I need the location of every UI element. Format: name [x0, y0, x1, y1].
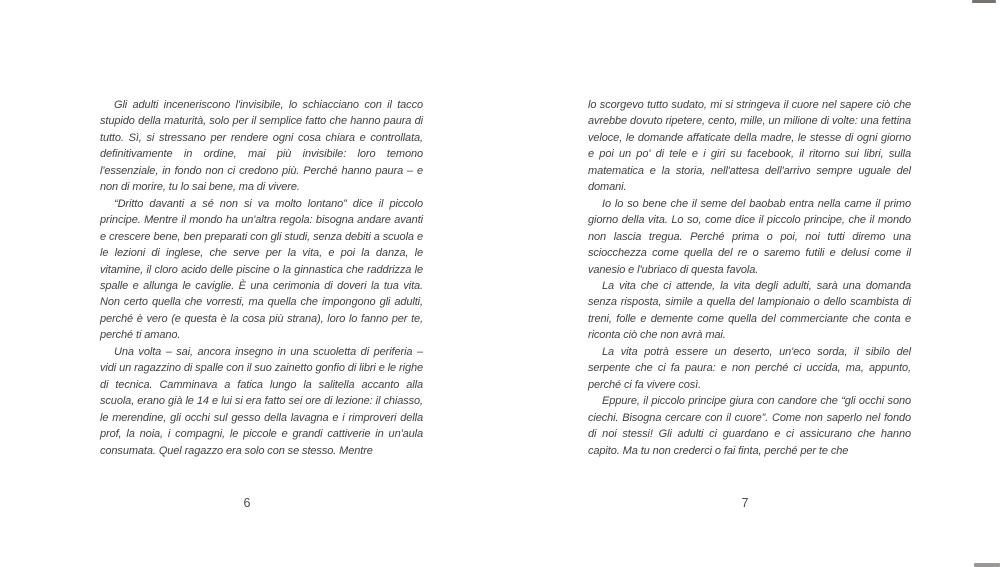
paragraph: La vita che ci attende, la vita degli adulti, sarà una domanda senza risposta, simile a quella del lampionaio o dello scambista di treni, folle e demente come quella del commerciante che conta e riconta ciò che non avrà mai. [588, 279, 911, 342]
page-number-right: 7 [741, 496, 749, 510]
scan-artifact-top [972, 0, 996, 3]
page-left-text [100, 97, 423, 459]
paragraph: “Dritto davanti a sé non si va molto lontano” dice il piccolo principe. Mentre il mondo ha un'altra regola: bisogna andare avanti e crescere bene, ben preparati con gli studi, senza debiti a scuola e le lezioni di inglese, che serve per la vita, e poi la danza, le vitamine, il cloro acido delle piscine o la ginnastica che raddrizza le spalle e allunga le caviglie. È una cerimonia di doveri la tua vita. Non certo quella che vorresti, ma quella che impongono gli adulti, perché è vero (e questa è la cosa più strana), loro lo fanno per te, perché ti amano. [100, 197, 423, 342]
paragraph: Eppure, il piccolo principe giura con candore che “gli occhi sono ciechi. Bisogna cercare con il cuore”. Come non saperlo nel fondo di noi stessi! Gli adulti ci guardano e ci assicurano che hanno capito. Ma tu non crederci o fai finta, perché per te che [588, 395, 911, 457]
paragraph: Una volta – sai, ancora insegno in una scuoletta di periferia – vidi un ragazzino di spalle con il suo zainetto gonfio di libri e le righe di tecnica. Camminava a fatica lungo la salitella accanto alla scuola, erano già le 14 e lui si era fatto sei ore di lezione: il chiasso, le merendine, gli occhi sul gesso della lavagna e i rimproveri della prof, la noia, i compagni, le piccole e grandi cattiverie in un'aula consumata. Quel ragazzo era solo con se stesso. Mentre [100, 345, 423, 457]
paragraph: La vita potrà essere un deserto, un'eco sorda, il sibilo del serpente che ci fa paura: e non perché ci uccida, ma, appunto, perché ci fa vivere così. [588, 345, 911, 391]
paragraph: Gli adulti inceneriscono l'invisibile, lo schiacciano con il tacco stupido della maturità, solo per il semplice fatto che hanno paura di tutto. Sì, si stressano per rendere ogni cosa chiara e controllata, definitivamente in ordine, mai più invisibile: loro temono l'essenziale, in fondo non ci credono più. Perché hanno paura – e non di morire, tu lo sai bene, ma di vivere. [100, 99, 423, 194]
page-right-text [588, 97, 911, 459]
page-number-left: 6 [243, 496, 251, 510]
paragraph: Io lo so bene che il seme del baobab entra nella carne il primo giorno della vita. Lo so, come dice il piccolo principe, che il mondo non lascia tregua. Perché prima o poi, noi tutti diremo una sciocchezza come quella del re o saremo futili e delusi come il vanesio e l'ubriaco di questa favola. [588, 197, 911, 276]
scan-artifact-bottom [974, 563, 1000, 567]
paragraph: lo scorgevo tutto sudato, mi si stringeva il cuore nel sapere ciò che avrebbe dovuto ripetere, cento, mille, un milione di volte: una fettina veloce, le domande affaticate della madre, le stesse di ogni giorno e poi un po' di tele e i giri su facebook, il ritorno sui libri, sulla matematica e la storia, nell'attesa dell'arrivo sempre uguale del domani. [588, 99, 911, 194]
